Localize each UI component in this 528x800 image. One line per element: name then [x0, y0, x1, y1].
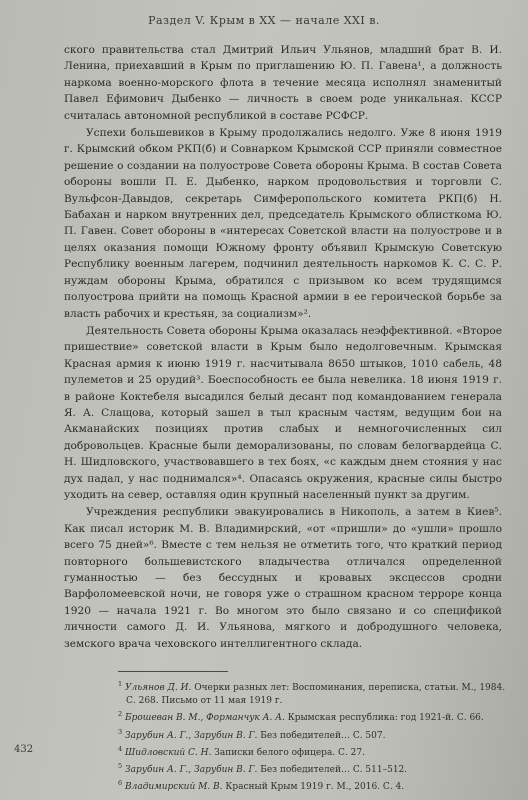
footnote-6: $^6$ Владимирский М. В. Красный Крым 1919 г. М., 2016. С. 4.: [118, 779, 405, 793]
footnote-rule: [118, 671, 228, 672]
footnote-3: $^3$ Зарубин А. Г., Зарубин В. Г. Без победителей… С. 507.: [118, 727, 386, 741]
body-text: [64, 42, 502, 652]
paragraph-2: Успехи большевиков в Крыму продолжались недолго. Уже 8 июня 1919 г. Крымский обком РКП(б) и Совнарком Крымской ССР приняли совместное решение о создании на полуострове Совета обороны Крыма. В состав Совета обороны вошли П. Е. Дыбенко, нарком продовольствия и торговли С. Вульфсон-Давыдов, секретарь Симферопольского комитета РКП(б) Н. Бабахан и нарком внутренних дел, председатель Крымского облисткома Ю. П. Гавен. Совет обороны в «интересах Советской власти на полуострове и в целях оказания помощи Южному фронту объявил Крымскую Советскую Республику военным лагерем, подчинил деятельность наркомов К. С. С. Р. нуждам обороны Крыма, обратился с призывом ко всем трудящимся полуострова прийти на помощь Красной армии в ее героической борьбе за власть рабочих и крестьян, за социализм»².: [64, 127, 502, 320]
page-number: 432: [14, 744, 34, 755]
paragraph-4: Учреждения республики эвакуировались в Никополь, а затем в Киев⁵. Как писал историк М. В. Владимирский, «от «пришли» до «ушли» прошло всего 75 дней»⁶. Вместе с тем нельзя не отметить того, что краткий период повторного большевистского владычества отличался определенной гуманностью — без бессудных и кровавых эксцессов сродни Варфоломеевской ночи, не говоря уже о страшном красном терроре конца 1920 — начала 1921 г. Во многом это было связано и со спецификой личности самого Д. И. Ульянова, мягкого и добродушного человека, земского врача чеховского интеллигентного склада.: [64, 506, 502, 650]
paragraph-3: Деятельность Совета обороны Крыма оказалась неэффективной. «Второе пришествие» советской власти в Крым было недолговечным. Крымская Красная армия к июню 1919 г. насчитывала 8650 штыков, 1010 сабель, 48 пулеметов и 25 орудий³. Боеспособность ее была невелика. 18 июня 1919 г. в районе Коктебеля высадился белый десант под командованием генерала Я. А. Слащова, который зашел в тыл красным частям, ведущим бои на Акманайских позициях против слабых и немногочисленных сил добровольцев. Красные были деморализованы, по словам белогвардейца С. Н. Шидловского, участвовавшего в тех боях, «с каждым днем стояния у нас дух падал, у нас поднимался»⁴. Опасаясь окружения, красные силы быстро уходить на север, оставляя один крупный населенный пункт за другим.: [64, 324, 502, 501]
footnotes: [118, 678, 506, 794]
paragraph-1: ского правительства стал Дмитрий Ильич Ульянов, младший брат В. И. Ленина, приехавший в Крым по приглашению Ю. П. Гавена¹, а должность наркома военно-морского флота в течение месяца исполнял знаменитый Павел Ефимович Дыбенко — личность в своем роде уникальная. КССР считалась автономной республикой в составе РСФСР.: [64, 44, 502, 122]
footnote-1: $^1$ Ульянов Д. И. Очерки разных лет: Воспоминания, переписка, статьи. М., 1984.: [118, 680, 506, 693]
footnote-4: $^4$ Шидловский С. Н. Записки белого офицера. С. 27.: [118, 744, 365, 758]
running-head: Раздел V. Крым в XX — начале XXI в.: [148, 14, 380, 27]
footnote-2: $^2$ Брошеван В. М., Форманчук А. А. Крымская республика: год 1921-й. С. 66.: [118, 710, 484, 724]
footnote-1-continuation: С. 268. Письмо от 11 мая 1919 г.: [126, 696, 283, 707]
footnote-5: $^5$ Зарубин А. Г., Зарубин В. Г. Без победителей… С. 511–512.: [118, 762, 408, 776]
